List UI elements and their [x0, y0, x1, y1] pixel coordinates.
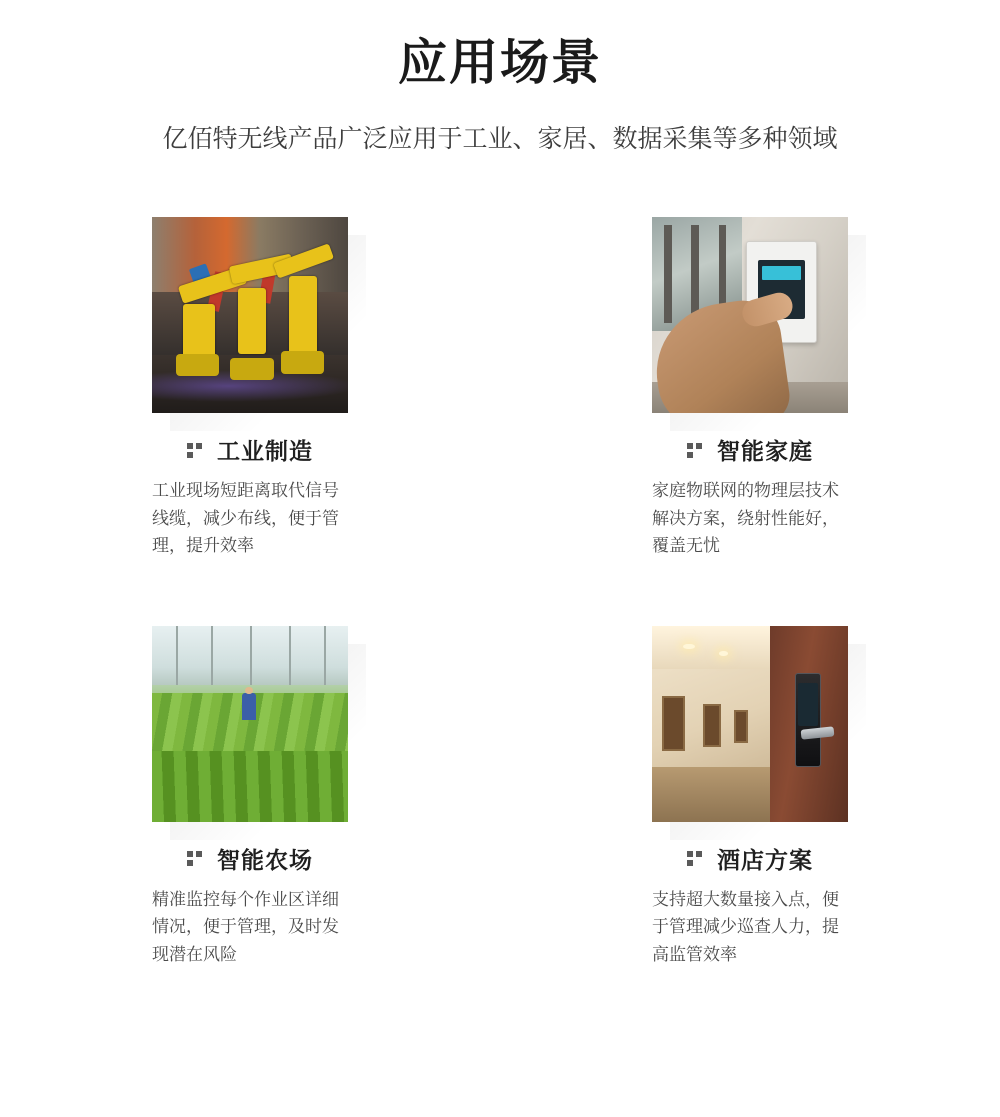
scenario-card-industrial [0, 217, 500, 560]
scenario-card-smart-home [500, 217, 1000, 560]
scenario-grid [0, 217, 1000, 968]
card-description: 工业现场短距离取代信号线缆，减少布线，便于管理，提升效率 [152, 481, 339, 556]
caption-row [500, 846, 1000, 873]
caption-row [500, 440, 1000, 463]
smart-home-wall-panel-photo [652, 217, 848, 413]
card-description: 精准监控每个作业区详细情况，便于管理，及时发现潜在风险 [152, 889, 339, 964]
page-title: 应用场景 [397, 36, 602, 90]
page-header [0, 0, 1000, 159]
card-description: 支持超大数量接入点，便于管理减少巡查人力，提高监管效率 [652, 889, 839, 964]
page-subtitle: 亿佰特无线产品广泛应用于工业、家居、数据采集等多种领域 [162, 124, 838, 153]
hotel-smart-door-lock-photo [652, 626, 848, 822]
thumbnail-frame [152, 626, 348, 822]
card-title: 酒店方案 [717, 846, 813, 873]
industrial-robot-arms-photo [152, 217, 348, 413]
three-squares-bullet-icon [687, 851, 705, 869]
caption-row [0, 440, 500, 463]
thumbnail-frame [152, 217, 348, 413]
scenario-card-hotel [500, 626, 1000, 969]
three-squares-bullet-icon [687, 443, 705, 461]
caption-row [0, 846, 500, 873]
scenario-card-smart-farm [0, 626, 500, 969]
three-squares-bullet-icon [187, 851, 205, 869]
three-squares-bullet-icon [187, 443, 205, 461]
thumbnail-frame [652, 626, 848, 822]
card-title: 智能家庭 [717, 438, 813, 465]
smart-greenhouse-farm-photo [152, 626, 348, 822]
card-title: 工业制造 [217, 438, 313, 465]
card-title: 智能农场 [217, 846, 313, 873]
thumbnail-frame [652, 217, 848, 413]
card-description: 家庭物联网的物理层技术解决方案，绕射性能好，覆盖无忧 [652, 481, 839, 556]
